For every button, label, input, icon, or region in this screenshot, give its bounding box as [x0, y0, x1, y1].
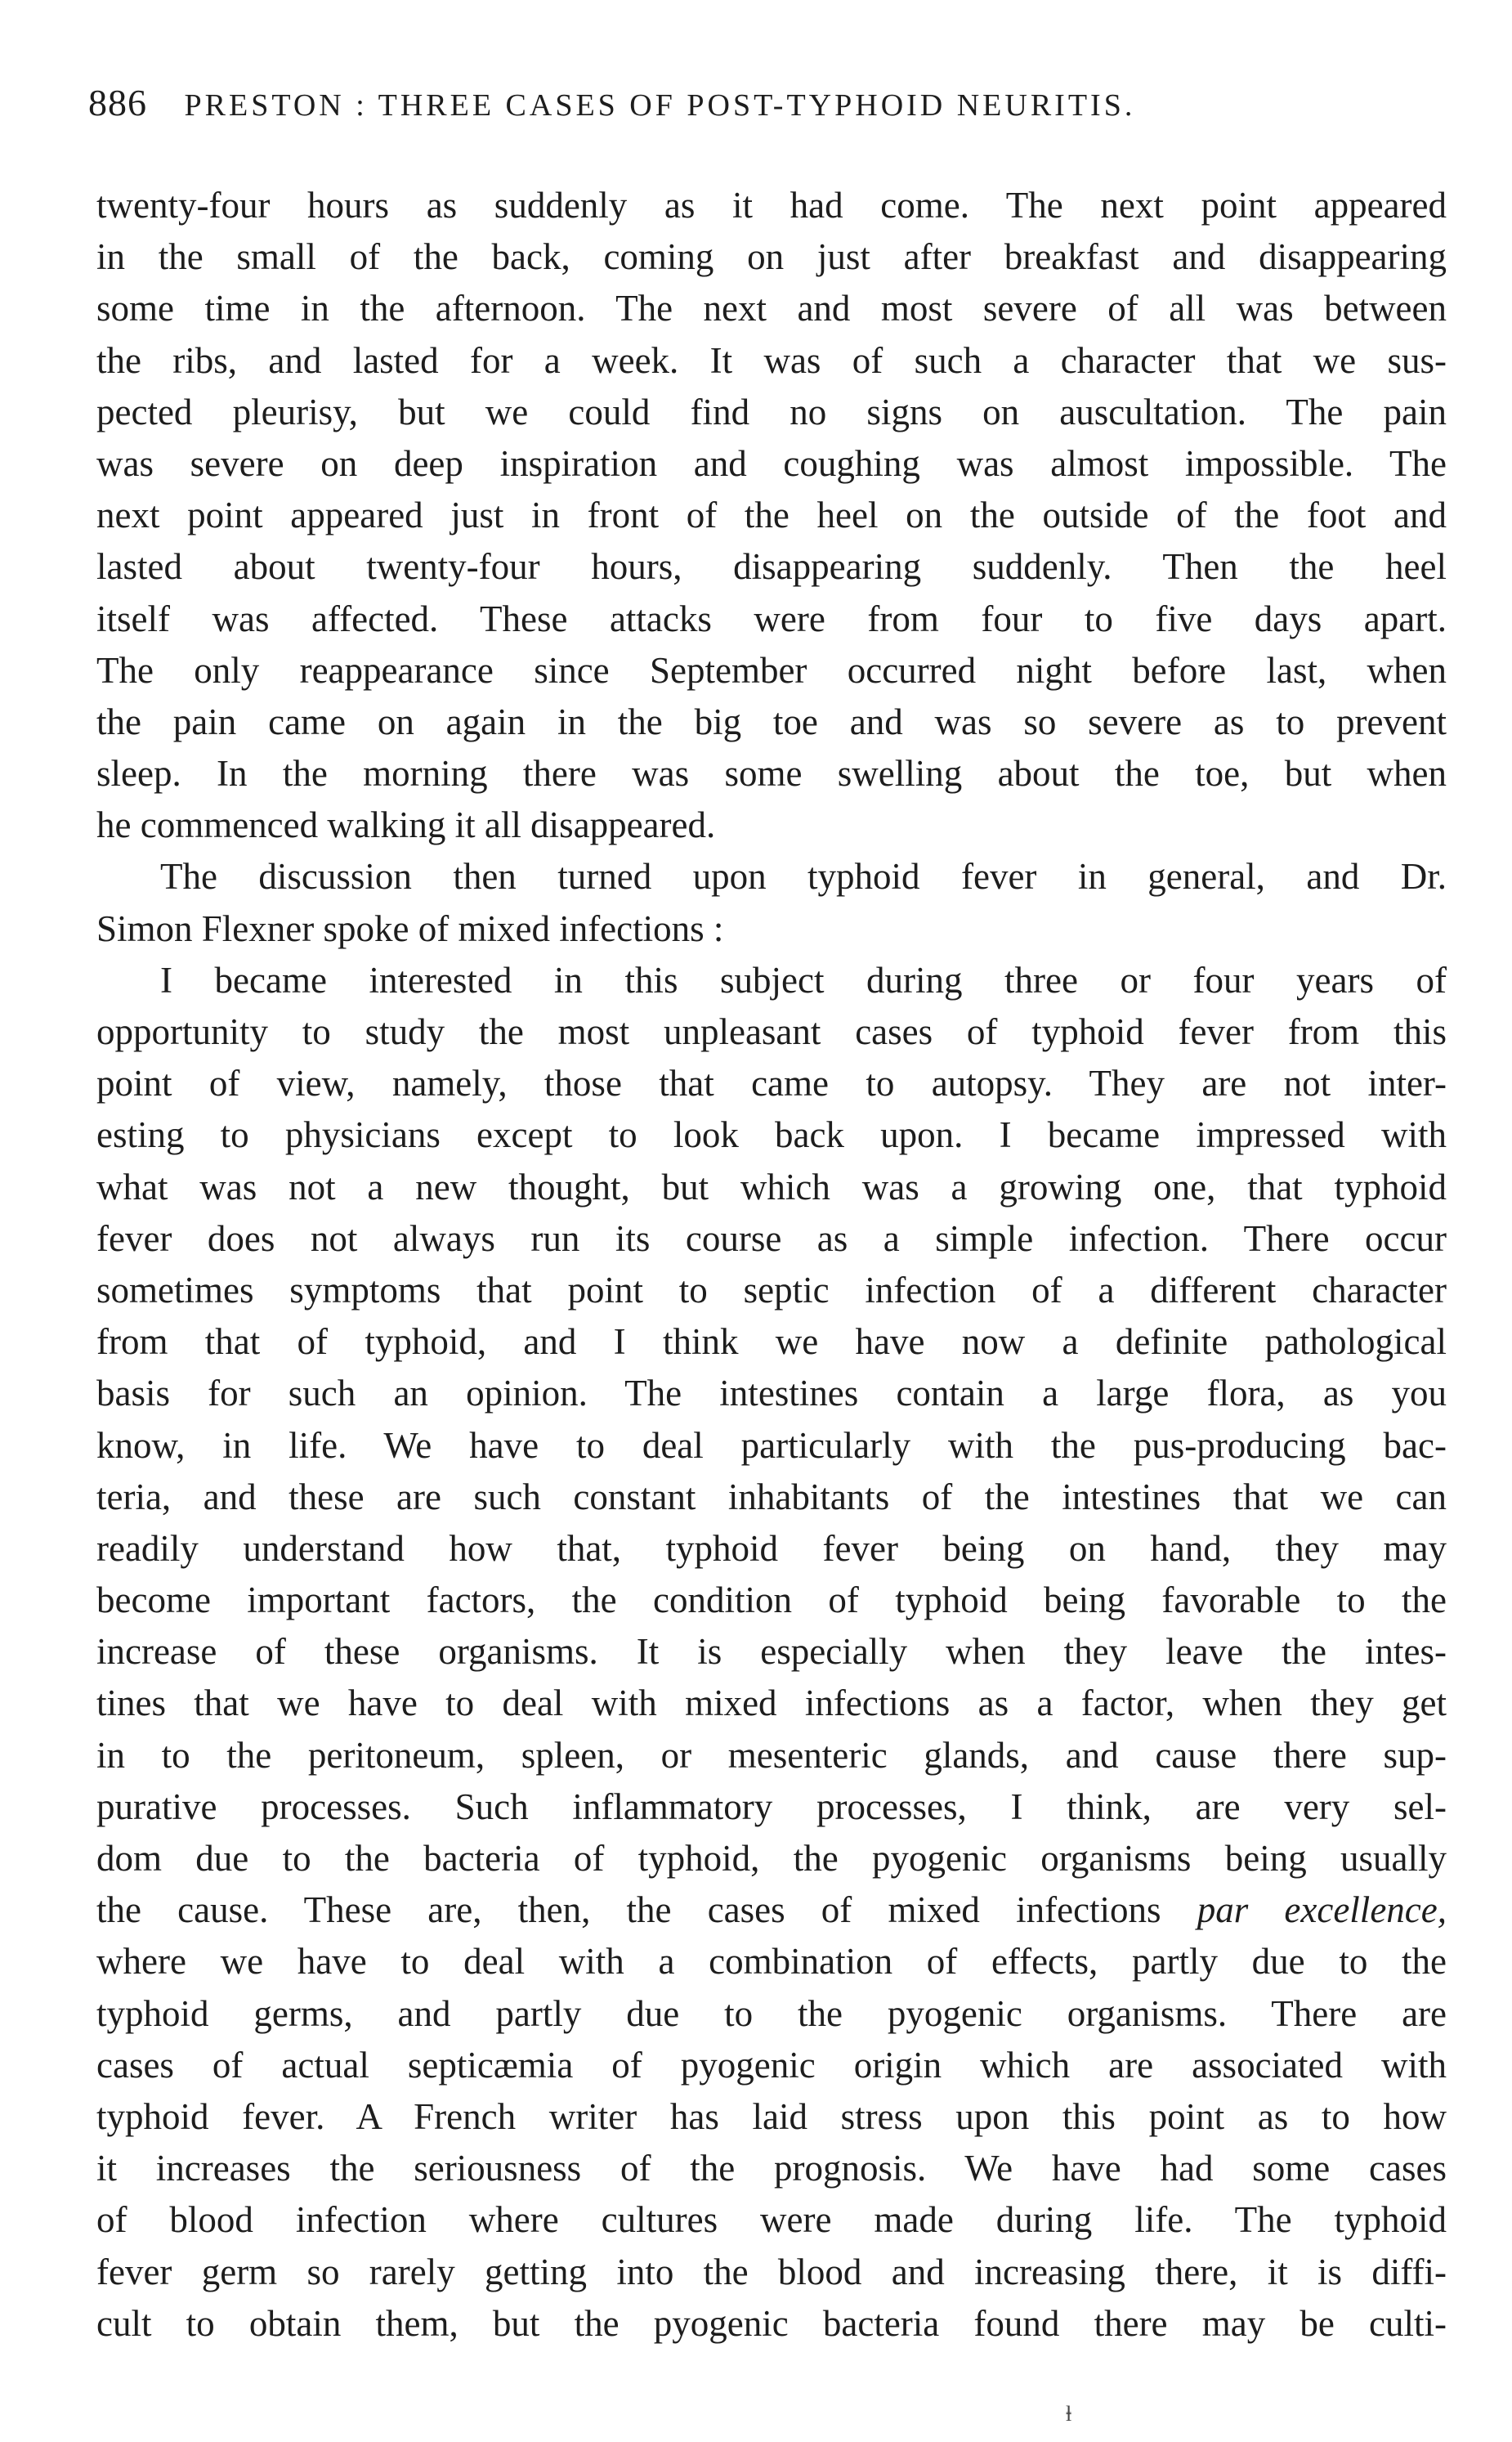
text-line: basis for such an opinion. The intestines contain a large flora, as you — [96, 1373, 1447, 1414]
text-line: point of view, namely, those that came to autopsy. They are not inter- — [96, 1063, 1447, 1105]
text-line: what was not a new thought, but which was a growing one, that typhoid — [96, 1166, 1447, 1208]
text-line: in the small of the back, coming on just after breakfast and disappearing — [96, 236, 1447, 278]
footer-mark: ⱡ — [1066, 2402, 1072, 2426]
text-line: tines that we have to deal with mixed infections as a factor, when they get — [96, 1683, 1447, 1724]
running-head — [88, 78, 1445, 128]
italic-phrase: par excellence, — [1197, 1889, 1447, 1931]
text-line: of blood infection where cultures were made during life. The typhoid — [96, 2199, 1447, 2241]
text-line: increase of these organisms. It is especially when they leave the intes- — [96, 1631, 1447, 1673]
text-line: next point appeared just in front of the heel on the outside of the foot and — [96, 495, 1447, 536]
text-line: he commenced walking it all disappeared. — [96, 804, 716, 846]
text-line: The discussion then turned upon typhoid fever in general, and Dr. — [160, 856, 1447, 898]
text-line: esting to physicians except to look back upon. I became impressed with — [96, 1114, 1447, 1156]
text-line-segment: the cause. These are, then, the cases of mixed infections — [96, 1889, 1161, 1931]
text-line: purative processes. Such inflammatory processes, I think, are very sel- — [96, 1786, 1447, 1827]
text-line: from that of typhoid, and I think we have now a definite pathological — [96, 1321, 1447, 1363]
text-line: itself was affected. These attacks were from four to five days apart. — [96, 598, 1447, 639]
text-line-with-italic — [96, 1884, 1447, 1936]
text-line: the pain came on again in the big toe and was so severe as to prevent — [96, 701, 1447, 742]
text-line: The only reappearance since September occurred night before last, when — [96, 649, 1447, 691]
running-title: PRESTON : THREE CASES OF POST-TYPHOID NEURITIS. — [184, 88, 1136, 123]
text-line: opportunity to study the most unpleasant cases of typhoid fever from this — [96, 1011, 1447, 1052]
text-line: teria, and these are such constant inhabitants of the intestines that we can — [96, 1476, 1447, 1517]
text-line: fever germ so rarely getting into the blood and increasing there, it is diffi- — [96, 2251, 1447, 2292]
text-line: it increases the seriousness of the prognosis. We have had some cases — [96, 2148, 1447, 2189]
text-line: cases of actual septicæmia of pyogenic origin which are associated with — [96, 2044, 1447, 2086]
text-line: I became interested in this subject during three or four years of — [160, 959, 1447, 1001]
text-line: where we have to deal with a combination of effects, partly due to the — [96, 1941, 1447, 1983]
text-line: know, in life. We have to deal particularly with the pus-producing bac- — [96, 1424, 1447, 1466]
text-line: sleep. In the morning there was some swelling about the toe, but when — [96, 753, 1447, 795]
text-line: sometimes symptoms that point to septic infection of a different character — [96, 1269, 1447, 1311]
text-line: dom due to the bacteria of typhoid, the pyogenic organisms being usually — [96, 1838, 1447, 1879]
page-number: 886 — [88, 82, 147, 123]
text-line: in to the peritoneum, spleen, or mesenteric glands, and cause there sup- — [96, 1734, 1447, 1776]
text-line: some time in the afternoon. The next and most severe of all was between — [96, 288, 1447, 329]
text-line: lasted about twenty-four hours, disappearing suddenly. Then the heel — [96, 546, 1447, 588]
text-line: become important factors, the condition of typhoid being favorable to the — [96, 1579, 1447, 1621]
text-line: the ribs, and lasted for a week. It was of such a character that we sus- — [96, 339, 1447, 381]
text-line: typhoid fever. A French writer has laid stress upon this point as to how — [96, 2095, 1447, 2137]
text-line: was severe on deep inspiration and coughing was almost impossible. The — [96, 442, 1447, 484]
text-line: cult to obtain them, but the pyogenic bacteria found there may be culti- — [96, 2302, 1447, 2344]
text-line: Simon Flexner spoke of mixed infections : — [96, 907, 724, 949]
text-line: readily understand how that, typhoid fever being on hand, they may — [96, 1527, 1447, 1569]
text-line: typhoid germs, and partly due to the pyogenic organisms. There are — [96, 1992, 1447, 2034]
text-line: twenty-four hours as suddenly as it had come. The next point appeared — [96, 185, 1447, 226]
body-text — [96, 180, 1447, 2350]
text-line: fever does not always run its course as a simple infection. There occur — [96, 1217, 1447, 1259]
text-line: pected pleurisy, but we could find no signs on auscultation. The pain — [96, 391, 1447, 432]
